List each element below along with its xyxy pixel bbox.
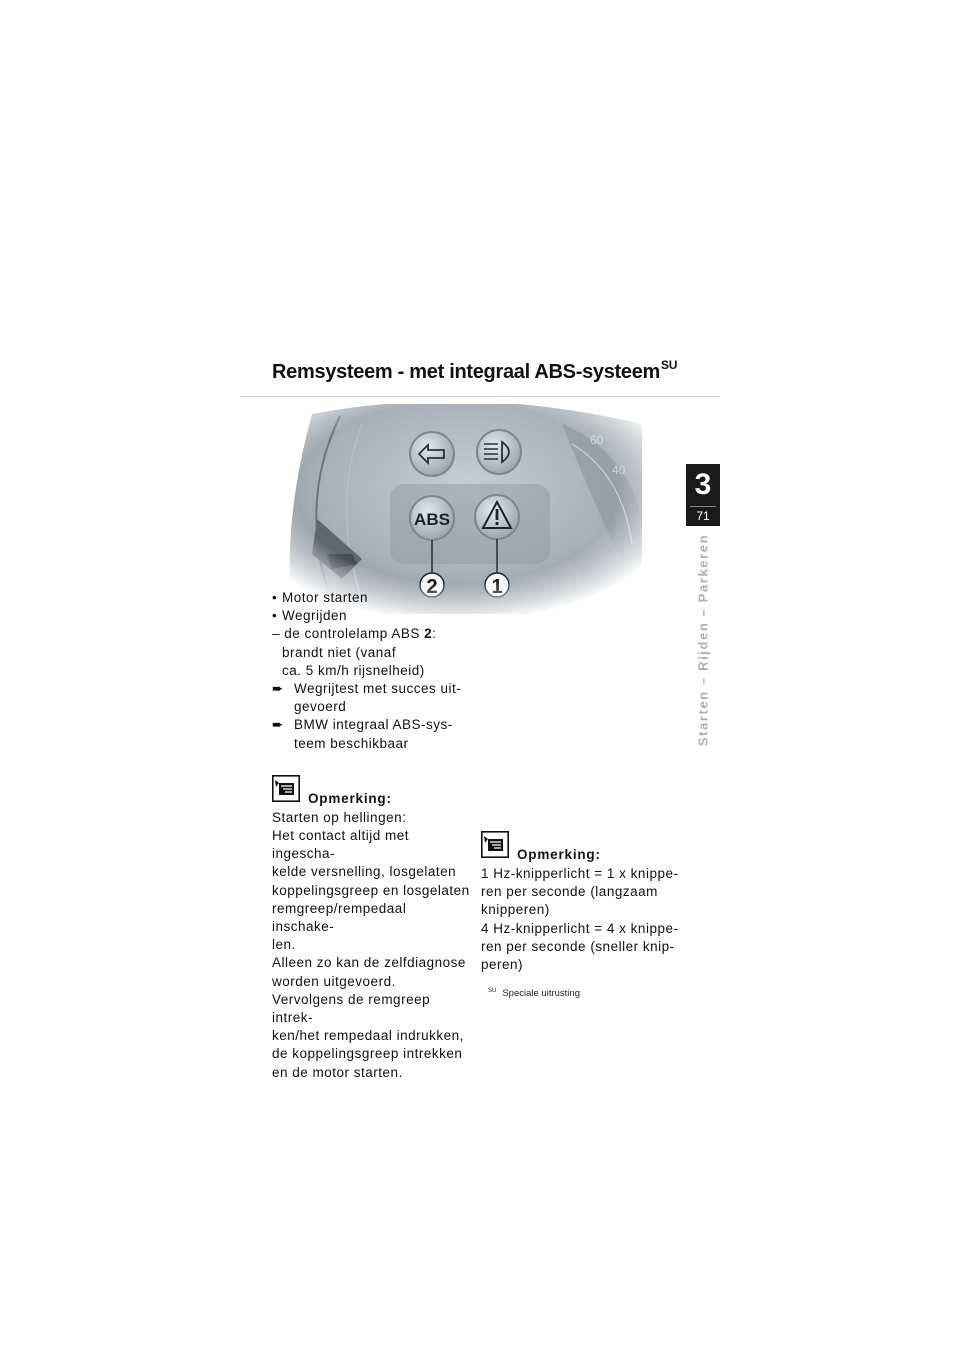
note-line: ren per seconde (langzaam [481, 884, 658, 900]
note-line: 4 Hz-knipperlicht = 4 x knippe- [481, 920, 679, 936]
note-header [272, 775, 472, 806]
note-icon [481, 831, 509, 858]
footnote: $^{SU}$ Speciale uitrusting [488, 988, 580, 1000]
chapter-side-label: Starten – Rijden – Parkeren [695, 533, 711, 747]
note-line: koppelingsgreep en losgelaten [272, 882, 470, 898]
note-line: worden uitgevoerd. [272, 973, 396, 989]
note-line: len. [272, 937, 296, 953]
note-line: knipperen) [481, 902, 550, 918]
left-column [272, 589, 472, 1082]
right-column [481, 831, 691, 974]
note-header [481, 831, 691, 862]
chapter-tab [686, 464, 720, 526]
result-item-continuation: gevoerd [294, 699, 347, 715]
note-label: Opmerking: [517, 846, 601, 862]
note-line: en de motor starten. [272, 1064, 403, 1080]
arrow-icon: ➨ [272, 717, 284, 733]
result-item: ➨ Wegrijtest met succes uit- [272, 680, 472, 698]
note-line: Alleen zo kan de zelfdiagnose [272, 955, 466, 971]
chapter-number: 3 [694, 468, 712, 501]
title-divider [240, 396, 720, 397]
list-item: • Wegrijden [272, 608, 348, 624]
instrument-cluster-photo [272, 404, 642, 614]
note-line: Vervolgens de remgreep intrek- [272, 991, 431, 1026]
note-icon [272, 775, 300, 802]
list-item: – de controlelamp ABS 2: [272, 626, 437, 642]
note-line: de koppelingsgreep intrekken [272, 1046, 463, 1062]
list-item: • Motor starten [272, 590, 369, 605]
note-line: peren) [481, 957, 524, 973]
tab-divider [690, 506, 716, 507]
page-title: Remsysteem - met integraal ABS-systeem$^{SU}$ [272, 358, 678, 383]
note-line: ren per seconde (sneller knip- [481, 938, 675, 954]
list-item-continuation: ca. 5 km/h rijsnelheid) [282, 662, 425, 678]
note-line: 1 Hz-knipperlicht = 1 x knippe- [481, 866, 679, 881]
arrow-icon: ➨ [272, 681, 284, 697]
note-line: Het contact altijd met ingescha- [272, 828, 410, 862]
note-line: ken/het rempedaal indrukken, [272, 1028, 464, 1044]
list-item-continuation: brandt niet (vanaf [282, 644, 397, 660]
note-line: kelde versnelling, losgelaten [272, 864, 457, 880]
note-line: Starten op hellingen: [272, 809, 407, 825]
result-item-continuation: teem beschikbaar [294, 735, 409, 751]
result-item: ➨ BMW integraal ABS-sys- [272, 716, 472, 734]
note-line: remgreep/rempedaal inschake- [272, 900, 407, 935]
note-label: Opmerking: [308, 790, 392, 806]
page-number: 71 [696, 509, 710, 523]
